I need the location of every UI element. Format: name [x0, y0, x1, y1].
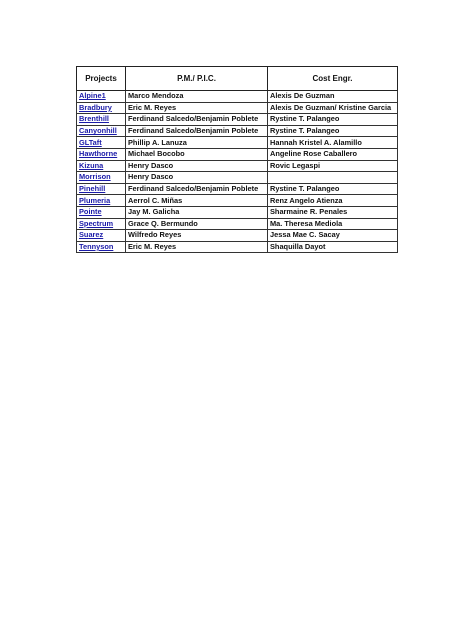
- project-link[interactable]: Hawthorne: [79, 149, 118, 159]
- cost-engr-cell: Angeline Rose Caballero: [268, 148, 398, 160]
- table-row: [77, 102, 398, 114]
- header-cost-engr: Cost Engr.: [268, 67, 398, 91]
- project-cell: [77, 148, 126, 160]
- project-cell: [77, 241, 126, 253]
- cost-engr-cell: Rystine T. Palangeo: [268, 183, 398, 195]
- table-header-row: [77, 67, 398, 91]
- project-cell: [77, 230, 126, 242]
- project-cell: [77, 195, 126, 207]
- project-link[interactable]: Kizuna: [79, 160, 104, 170]
- pm-cell: Jay M. Galicha: [126, 206, 268, 218]
- table-row: [77, 241, 398, 253]
- project-link[interactable]: Suarez: [79, 230, 104, 240]
- pm-cell: Grace Q. Bermundo: [126, 218, 268, 230]
- project-cell: [77, 91, 126, 103]
- project-cell: [77, 125, 126, 137]
- pm-cell: Henry Dasco: [126, 172, 268, 184]
- table-row: [77, 206, 398, 218]
- project-cell: [77, 218, 126, 230]
- table-row: [77, 125, 398, 137]
- project-link[interactable]: Bradbury: [79, 102, 112, 112]
- project-link[interactable]: Tennyson: [79, 242, 114, 252]
- pm-cell: Eric M. Reyes: [126, 241, 268, 253]
- project-link[interactable]: Pointe: [79, 207, 102, 217]
- project-cell: [77, 160, 126, 172]
- header-projects: Projects: [77, 67, 126, 91]
- project-link[interactable]: Alpine1: [79, 91, 106, 101]
- cost-engr-cell: Renz Angelo Atienza: [268, 195, 398, 207]
- cost-engr-cell: Rystine T. Palangeo: [268, 125, 398, 137]
- header-pm-pic: P.M./ P.I.C.: [126, 67, 268, 91]
- cost-engr-cell: Jessa Mae C. Sacay: [268, 230, 398, 242]
- project-link[interactable]: Pinehill: [79, 184, 106, 194]
- pm-cell: Ferdinand Salcedo/Benjamin Poblete: [126, 183, 268, 195]
- project-cell: [77, 137, 126, 149]
- project-link[interactable]: Spectrum: [79, 218, 114, 228]
- table-row: [77, 114, 398, 126]
- pm-cell: Aerrol C. Miñas: [126, 195, 268, 207]
- cost-engr-cell: Alexis De Guzman/ Kristine Garcia: [268, 102, 398, 114]
- cost-engr-cell: [268, 172, 398, 184]
- project-link[interactable]: Brenthill: [79, 114, 109, 124]
- project-cell: [77, 102, 126, 114]
- cost-engr-cell: Rystine T. Palangeo: [268, 114, 398, 126]
- pm-cell: Ferdinand Salcedo/Benjamin Poblete: [126, 125, 268, 137]
- pm-cell: Michael Bocobo: [126, 148, 268, 160]
- cost-engr-cell: Sharmaine R. Penales: [268, 206, 398, 218]
- table-row: [77, 183, 398, 195]
- table-row: [77, 148, 398, 160]
- project-table-sheet: [76, 66, 397, 253]
- cost-engr-cell: Shaquilla Dayot: [268, 241, 398, 253]
- project-cell: [77, 172, 126, 184]
- project-assignment-table: [76, 66, 398, 253]
- table-row: [77, 91, 398, 103]
- table-row: [77, 137, 398, 149]
- project-link[interactable]: Plumeria: [79, 195, 111, 205]
- pm-cell: Phillip A. Lanuza: [126, 137, 268, 149]
- project-cell: [77, 183, 126, 195]
- project-cell: [77, 206, 126, 218]
- cost-engr-cell: Alexis De Guzman: [268, 91, 398, 103]
- project-link[interactable]: Morrison: [79, 172, 111, 182]
- pm-cell: Ferdinand Salcedo/Benjamin Poblete: [126, 114, 268, 126]
- table-row: [77, 195, 398, 207]
- pm-cell: Wilfredo Reyes: [126, 230, 268, 242]
- table-row: [77, 230, 398, 242]
- project-link[interactable]: GLTaft: [79, 137, 102, 147]
- cost-engr-cell: Rovic Legaspi: [268, 160, 398, 172]
- pm-cell: Marco Mendoza: [126, 91, 268, 103]
- pm-cell: Eric M. Reyes: [126, 102, 268, 114]
- pm-cell: Henry Dasco: [126, 160, 268, 172]
- project-cell: [77, 114, 126, 126]
- cost-engr-cell: Hannah Kristel A. Alamillo: [268, 137, 398, 149]
- cost-engr-cell: Ma. Theresa Mediola: [268, 218, 398, 230]
- project-link[interactable]: Canyonhill: [79, 126, 117, 136]
- table-row: [77, 218, 398, 230]
- table-row: [77, 160, 398, 172]
- table-row: [77, 172, 398, 184]
